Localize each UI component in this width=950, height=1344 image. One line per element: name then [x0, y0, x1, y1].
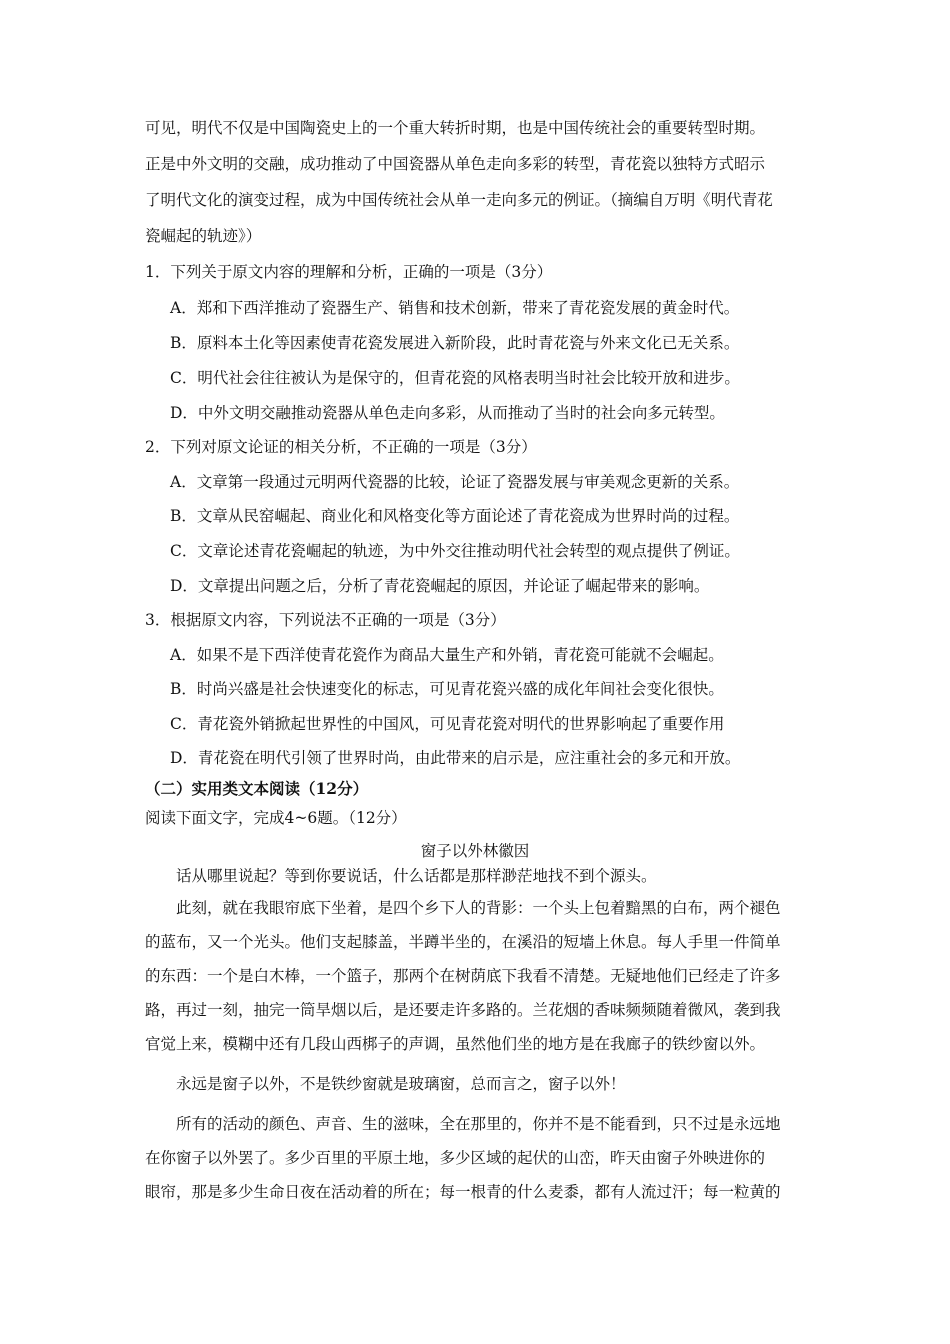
- article-line-1: 话从哪里说起？等到你要说话，什么话都是那样渺茫地找不到个源头。: [176, 867, 657, 885]
- section-instruction: 阅读下面文字，完成4~6题。（12分）: [145, 809, 407, 827]
- question-3-option-a: A．如果不是下西洋使青花瓷作为商品大量生产和外销，青花瓷可能就不会崛起。: [170, 646, 724, 664]
- question-1-option-a: A．郑和下西洋推动了瓷器生产、销售和技术创新，带来了青花瓷发展的黄金时代。: [170, 299, 740, 317]
- question-2-option-c: C．文章论述青花瓷崛起的轨迹，为中外交往推动明代社会转型的观点提供了例证。: [170, 542, 740, 560]
- article-line-9: 在你窗子以外罢了。多少百里的平原土地，多少区域的起伏的山峦，昨天由窗子外映进你的: [145, 1149, 766, 1167]
- article-line-8: 所有的活动的颜色、声音、生的滋味，全在那里的，你并不是不能看到，只不过是永远地: [176, 1115, 781, 1133]
- article-line-3: 的蓝布，又一个光头。他们支起膝盖，半蹲半坐的，在溪沿的短墙上休息。每人手里一件简单: [145, 933, 781, 951]
- article-line-2: 此刻，就在我眼帘底下坐着，是四个乡下人的背影：一个头上包着黯黑的白布，两个褪色: [176, 899, 781, 917]
- intro-line-1: 可见，明代不仅是中国陶瓷史上的一个重大转折时期，也是中国传统社会的重要转型时期。: [145, 119, 766, 137]
- question-2-option-d: D．文章提出问题之后，分析了青花瓷崛起的原因，并论证了崛起带来的影响。: [170, 577, 710, 595]
- article-line-7: 永远是窗子以外，不是铁纱窗就是玻璃窗，总而言之，窗子以外！: [176, 1075, 626, 1093]
- section-heading: （二）实用类文本阅读（12分）: [145, 779, 369, 798]
- question-1-option-d: D．中外文明交融推动瓷器从单色走向多彩，从而推动了当时的社会向多元转型。: [170, 404, 725, 422]
- intro-line-4: 瓷崛起的轨迹》）: [145, 227, 262, 245]
- question-3-stem: 3．根据原文内容，下列说法不正确的一项是（3分）: [145, 611, 506, 629]
- article-line-10: 眼帘，那是多少生命日夜在活动着的所在；每一根青的什么麦黍，都有人流过汗；每一粒黄的: [145, 1183, 781, 1201]
- question-1-option-c: C．明代社会往往被认为是保守的，但青花瓷的风格表明当时社会比较开放和进步。: [170, 369, 740, 387]
- article-title: 窗子以外林徽因: [420, 842, 530, 860]
- question-2-stem: 2．下列对原文论证的相关分析，不正确的一项是（3分）: [145, 438, 537, 456]
- article-line-4: 的东西：一个是白木棒，一个篮子，那两个在树荫底下我看不清楚。无疑地他们已经走了许多: [145, 967, 781, 985]
- intro-line-3: 了明代文化的演变过程，成为中国传统社会从单一走向多元的例证。（摘编自万明《明代青花: [145, 191, 773, 209]
- article-line-5: 路，再过一刻，抽完一筒旱烟以后，是还要走许多路的。兰花烟的香味频频随着微风，袭到我: [145, 1001, 781, 1019]
- question-1-stem: 1．下列关于原文内容的理解和分析，正确的一项是（3分）: [145, 263, 553, 281]
- question-1-option-b: B．原料本土化等因素使青花瓷发展进入新阶段，此时青花瓷与外来文化已无关系。: [170, 334, 740, 352]
- article-line-6: 官觉上来，模糊中还有几段山西梆子的声调，虽然他们坐的地方是在我廊子的铁纱窗以外。: [145, 1035, 766, 1053]
- question-2-option-a: A．文章第一段通过元明两代瓷器的比较，论证了瓷器发展与审美观念更新的关系。: [170, 473, 740, 491]
- intro-line-2: 正是中外文明的交融，成功推动了中国瓷器从单色走向多彩的转型，青花瓷以独特方式昭示: [145, 155, 766, 173]
- question-3-option-c: C．青花瓷外销掀起世界性的中国风，可见青花瓷对明代的世界影响起了重要作用: [170, 715, 725, 733]
- question-3-option-d: D．青花瓷在明代引领了世界时尚，由此带来的启示是，应注重社会的多元和开放。: [170, 749, 741, 767]
- question-2-option-b: B．文章从民窑崛起、商业化和风格变化等方面论述了青花瓷成为世界时尚的过程。: [170, 507, 740, 525]
- question-3-option-b: B．时尚兴盛是社会快速变化的标志，可见青花瓷兴盛的成化年间社会变化很快。: [170, 680, 724, 698]
